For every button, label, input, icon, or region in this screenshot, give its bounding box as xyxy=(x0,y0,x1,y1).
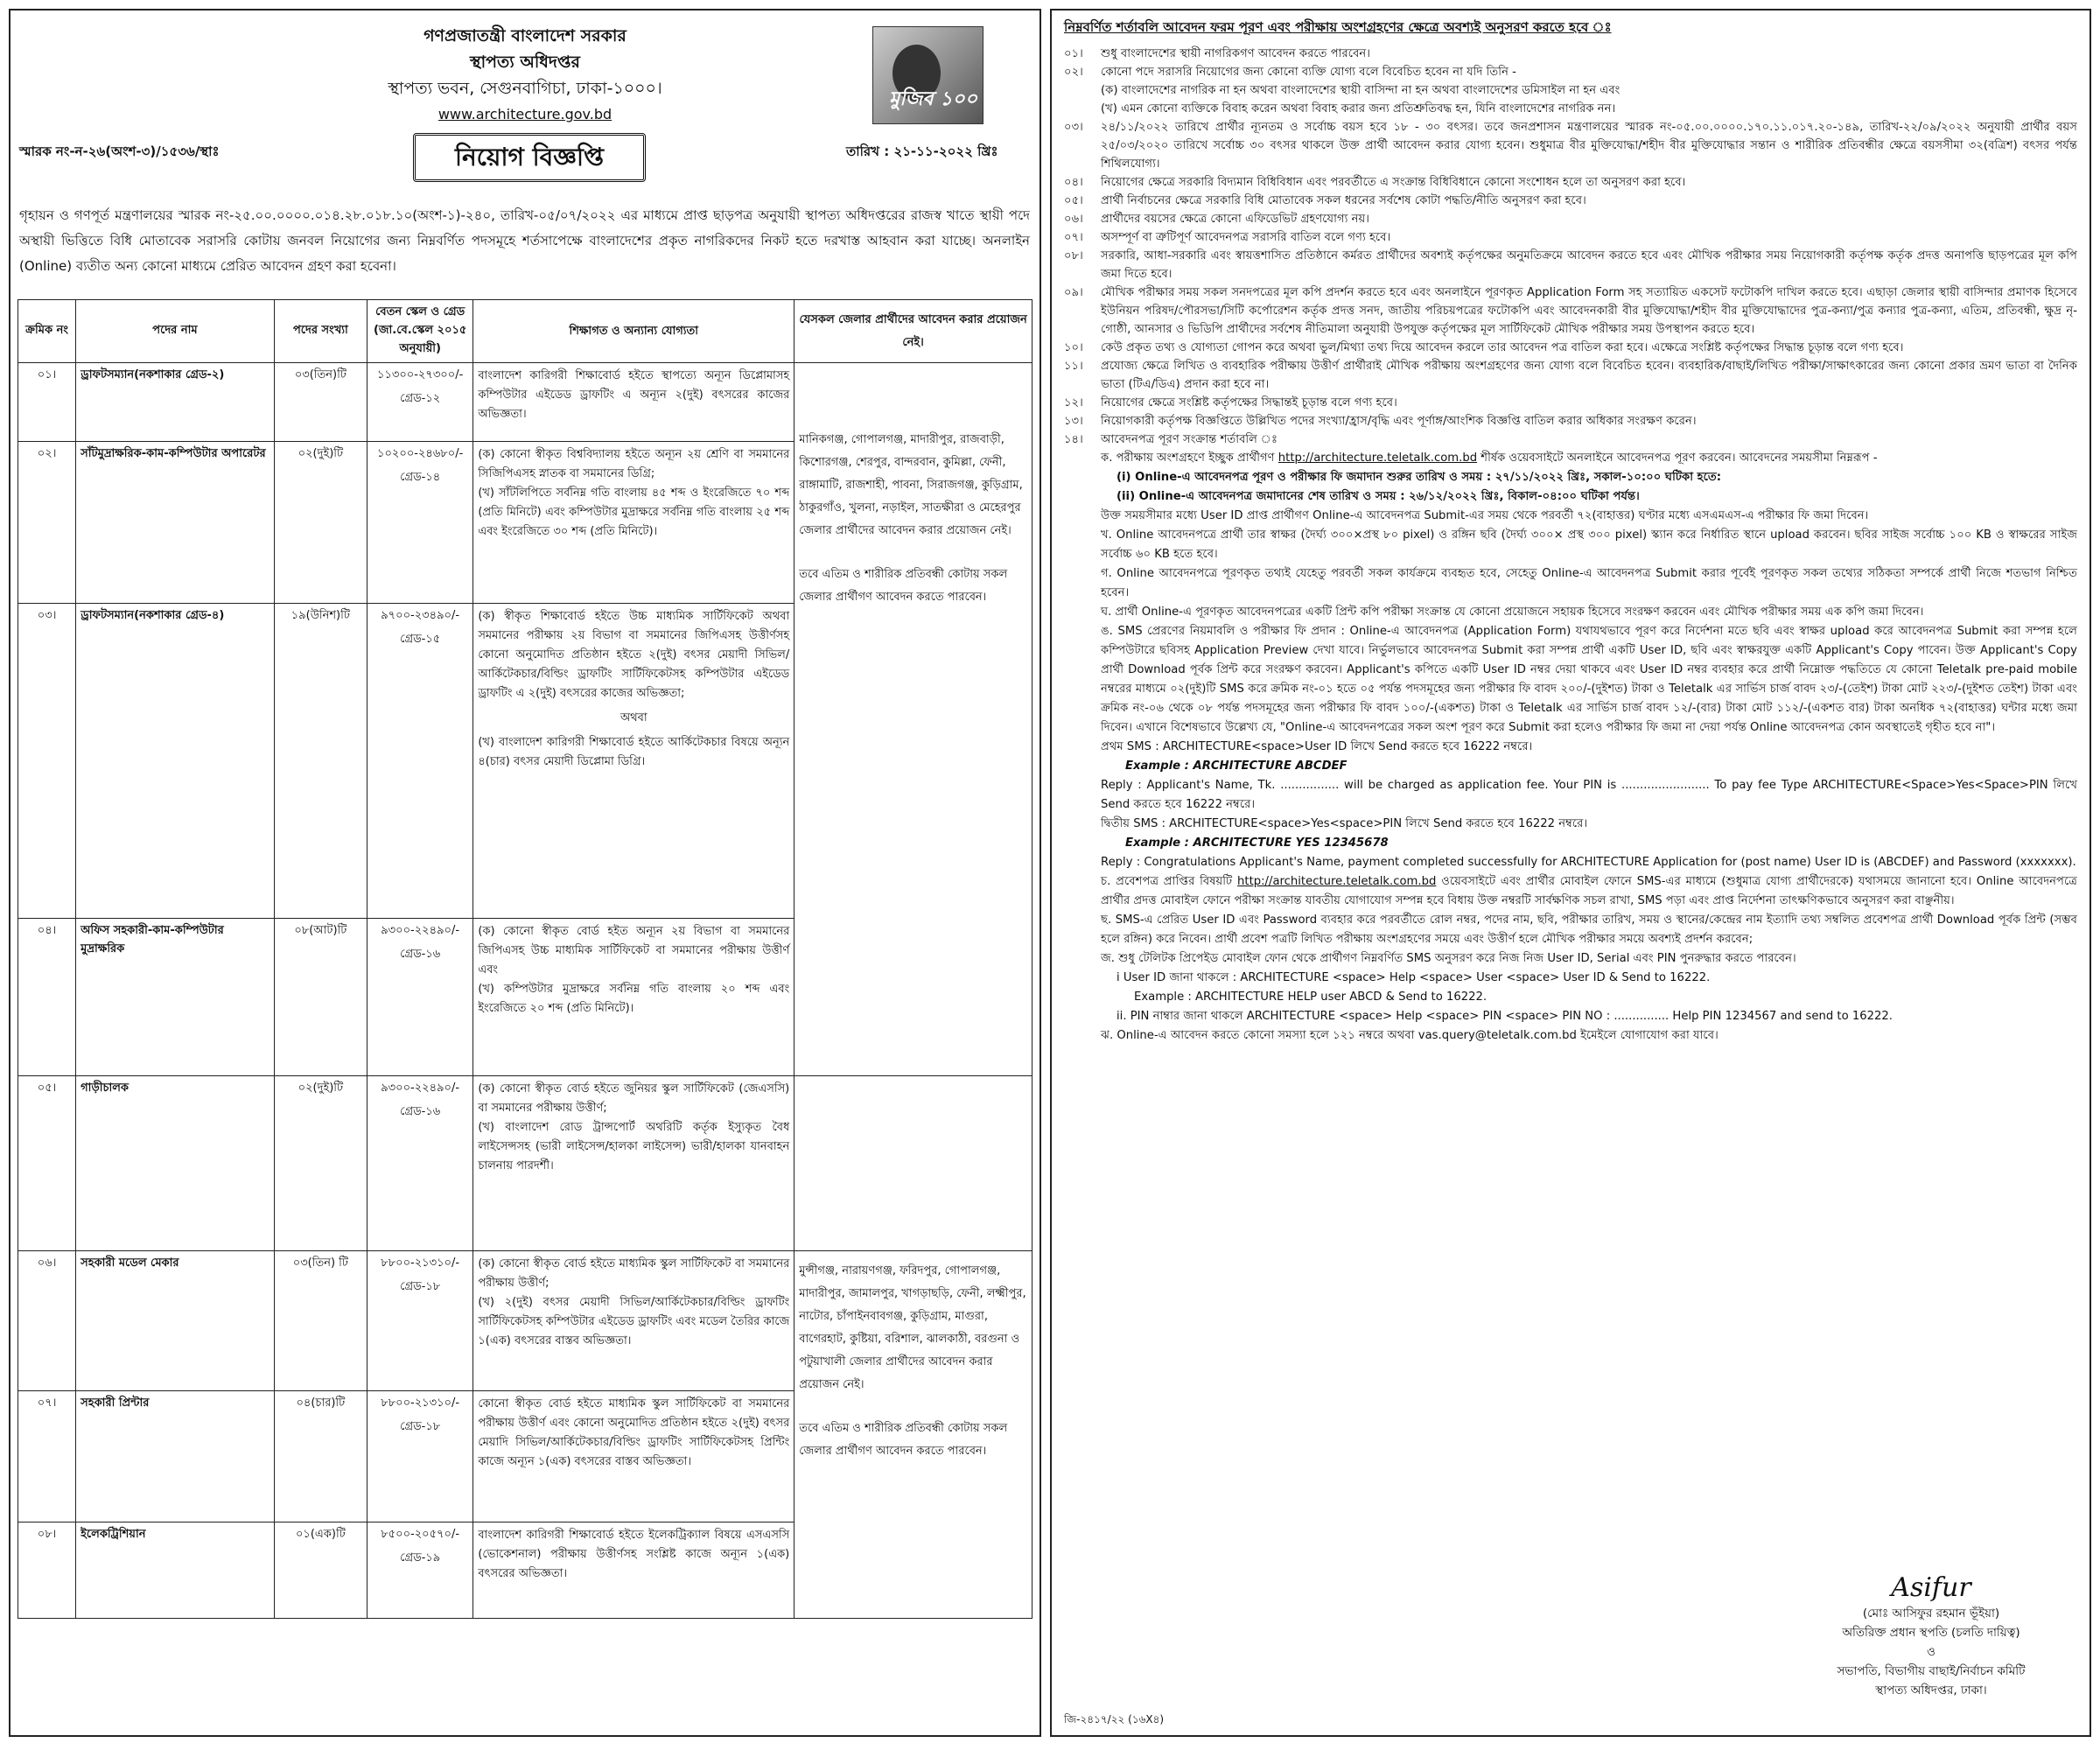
qualification-a: (ক) স্বীকৃত শিক্ষাবোর্ড হইতে উচ্চ মাধ্যমিক সার্টিফিকেট অথবা সমমানের পরীক্ষায় ২য় বিভাগ বা সমমানের জিপিএসহ উত্তীর্ণসহ কোনো অনুমোদিত প্রতিষ্ঠান হইতে ২(দুই) বৎসর মেয়াদী সিভিল/আর্কিটেকচার/বিল্ডিং ড্রাফটিং সার্টিফিকেটসহ কম্পিউটার এইডেড ড্রাফটিং এ ২(দুই) বৎসরের কাজের অভিজ্ঞতা; xyxy=(478,610,790,700)
pay-scale: ৯৩০০-২২৪৯০/- xyxy=(381,1082,460,1095)
row-post-name: ইলেকট্রিশিয়ান xyxy=(76,1522,275,1619)
list-item xyxy=(1064,394,2077,412)
row-qualification xyxy=(473,363,794,442)
qualification-b: (খ) সাঁটলিপিতে সর্বনিম্ন গতি বাংলায় ৪৫ শব্দ ও ইংরেজিতে ৭০ শব্দ (প্রতি মিনিটে) এবং কম্পিউটার মুদ্রাক্ষরে সর্বনিম্ন গতি বাংলায় ২৫ শব্দ এবং ইংরেজিতে ৩০ শব্দ (প্রতি মিনিটে)। xyxy=(478,486,790,538)
item-text: নিয়োগকারী কর্তৃপক্ষ বিজ্ঞপ্তিতে উল্লিখিত পদের সংখ্যা/হ্রাস/বৃদ্ধি এবং পূর্ণাঙ্গ/আংশিক বিজ্ঞপ্তি বাতিল করার অধিকার সংরক্ষণ করেন। xyxy=(1101,415,1697,428)
pay-scale: ৮৫০০-২০৫৭০/- xyxy=(381,1528,460,1541)
item-text: অসম্পূর্ণ বা ত্রুটিপূর্ণ আবেদনপত্র সরাসরি বাতিল বলে গণ্য হবে। xyxy=(1101,231,1391,244)
row-post-name: গাড়ীচালক xyxy=(76,1076,275,1251)
list-item xyxy=(1064,63,2077,81)
col-header-serial: ক্রমিক নং xyxy=(18,300,76,363)
list-item xyxy=(1064,228,2077,247)
item-number xyxy=(1064,81,1101,100)
row-serial: ০১। xyxy=(18,363,76,442)
list-item xyxy=(1064,45,2077,63)
row-pay xyxy=(368,1391,473,1522)
row-pay xyxy=(368,442,473,604)
qualification-b: (খ) বাংলাদেশ রোড ট্রান্সপোর্ট অথরিটি কর্তৃক ইস্যুকৃত বৈধ লাইসেন্সসহ (ভারী লাইসেন্স/হালকা লাইসেন্স) ভারী/হালকা যানবাহন চালনায় পারদর্শী। xyxy=(478,1121,790,1172)
row-count: ০৩(তিন) টি xyxy=(274,1251,367,1391)
item-number xyxy=(1064,100,1101,118)
qualification-a: (ক) কোনো স্বীকৃত বোর্ড হইতে জুনিয়র স্কুল সার্টিফিকেট (জেএসসি) বা সমমানের পরীক্ষায় উত্তীর্ণ; xyxy=(478,1082,790,1115)
sms-first: প্রথম SMS : ARCHITECTURE<space>User ID লিখে Send করতে হবে 16222 নম্বরে। xyxy=(1101,740,1533,753)
qualification-b: (খ) ২(দুই) বৎসর মেয়াদী সিভিল/আর্কিটেকচার/বিল্ডিং ড্রাফটিং সার্টিফিকেটসহ কম্পিউটার এইডেড ড্রাফটিং এবং মডেল তৈরির কাজে ১(এক) বৎসরের বাস্তব অভিজ্ঞতা। xyxy=(478,1296,790,1348)
department-name: স্থাপত্য অধিদপ্তর xyxy=(470,52,580,72)
signature-block xyxy=(1787,1572,2076,1700)
conditions-heading: নিম্নবর্ণিত শর্তাবলি আবেদন ফরম পূরণ এবং পরীক্ষায় অংশগ্রহণের ক্ষেত্রে অবশ্যই অনুসরণ করতে হবে ঃ xyxy=(1064,19,1612,35)
office-address: স্থাপত্য ভবন, সেগুনবাগিচা, ঢাকা-১০০০। xyxy=(388,79,662,98)
list-item xyxy=(1064,430,2077,449)
item-text: নিয়োগের ক্ষেত্রে সরকারি বিদ্যমান বিধিবিধান এবং পরবর্তীতে এ সংক্রান্ত বিধিবিধানে কোনো সংশোধন হলে তা অনুসরণ করা হবে। xyxy=(1101,176,1686,189)
item-number: ০৩। xyxy=(1064,121,1083,134)
table-row xyxy=(18,1251,1032,1391)
conditions-list xyxy=(1064,45,2077,449)
recover-user-id-example: Example : ARCHITECTURE HELP user ABCD & Send to 16222. xyxy=(1134,990,1488,1004)
intro-paragraph: গৃহায়ন ও গণপূর্ত মন্ত্রণালয়ের স্মারক নং-২৫.০০.০০০০.০১৪.২৮.০১৮.১০(অংশ-১)-২৪০, তারিখ-০৫/০৭/২০২২ এর মাধ্যমে প্রাপ্ত ছাড়পত্র অনুযায়ী স্থাপত্য অধিদপ্তরের রাজস্ব খাতে স্থায়ী পদে অস্থায়ী ভিত্তিতে বিধি মোতাবেক সরাসরি কোটায় জনবল নিয়োগের জন্য নিম্নবর্ণিত পদসমূহে শর্তসাপেক্ষে বাংলাদেশের প্রকৃত নাগরিকদের নিকট হতে দরখাস্ত আহবান করা যাচ্ছে। অনলাইন (Online) ব্যতীত অন্য কোনো মাধ্যমে প্রেরিত আবেদন গ্রহণ করা হবেনা। xyxy=(19,207,1030,274)
qualification-or: অথবা xyxy=(620,711,648,724)
list-item xyxy=(1064,81,2077,100)
pay-grade: গ্রেড-১৫ xyxy=(400,633,441,646)
sms-first-example: Example : ARCHITECTURE ABCDEF xyxy=(1125,760,1348,773)
districts-cell-group1 xyxy=(794,363,1032,1076)
row-pay xyxy=(368,363,473,442)
row-post-name: ড্রাফটসম্যান(নকশাকার গ্রেড-৪) xyxy=(76,604,275,919)
qualification-a: (ক) কোনো স্বীকৃত বোর্ড হইত অন্যূন ২য় বিভাগ বা সমমানের জিপিএসহ উচ্চ মাধ্যমিক সার্টিফিকেট বা সমমানের পরীক্ষায় উত্তীর্ণ এবং xyxy=(478,925,790,976)
sms-second-reply: Reply : Congratulations Applicant's Name, payment completed successfully for ARCHITECTURE Application for (post name) User ID is (ABCDEF) and Password (xxxxxxx). xyxy=(1101,856,2076,869)
pay-grade: গ্রেড-১৬ xyxy=(400,948,441,961)
row-serial: ০৩। xyxy=(18,604,76,919)
recover-user-id: i User ID জানা থাকলে : ARCHITECTURE <space> Help <space> User <space> User ID & Send to 16222. xyxy=(1116,971,1711,984)
application-end: (ii) Online-এ আবেদনপত্র জমাদানের শেষ তারিখ ও সময় : ২৬/১২/২০২২ খ্রিঃ, বিকাল-০৪:০০ ঘটিকা পর্যন্ত। xyxy=(1116,490,1640,503)
item-text: মৌখিক পরীক্ষার সময় সকল সনদপত্রের মূল কপি প্রদর্শন করতে হবে এবং অনলাইনে পূরণকৃত Application Form সহ সত্যায়িত একসেট ফটোকপি দাখিল করতে হবে। এছাড়া জেলার স্থায়ী বাসিন্দার প্রমাণক হিসেবে ইউনিয়ন পরিষদ/পৌরসভা/সিটি কর্পোরেশন কর্তৃক প্রদত্ত সনদ, জাতীয় পরিচয়পত্রের ফটোকপি এবং আবেদনকারী বীর মুক্তিযোদ্ধা/শহীদ বীর মুক্তিযোদ্ধাদের পুত্র-কন্যা/পুত্র কন্যার পুত্র-কন্যা, এতিম, প্রতিবন্ধী, ক্ষুদ্র নৃ-গোষ্ঠী, আনসার ও ভিডিপি প্রার্থীদের সর্বশেষ নীতিমালা অনুযায়ী উপযুক্ত কর্তৃপক্ষের মূল সার্টিফিকেট মৌখিক পরীক্ষার সময় উপস্থাপন করতে হবে। xyxy=(1101,286,2077,336)
row-pay xyxy=(368,1251,473,1391)
instruction-cha xyxy=(1064,872,2077,911)
cha-text-2: ওয়েবসাইটে এবং প্রার্থীর মোবাইল ফোনে SMS-এর মাধ্যমে (শুধুমাত্র যোগ্য প্রার্থীদেরকে) যথাসময়ে জানানো হবে। Online আবেদনপত্রে প্রার্থীর প্রদত্ত মোবাইল ফোনে পরীক্ষা সংক্রান্ত যাবতীয় যোগাযোগ সম্পন্ন হবে বিধায় উক্ত নম্বরটি সার্বক্ষণিক সচল রাখা, SMS পড়া এবং প্রাপ্ত নির্দেশনা তাৎক্ষণিকভাবে অনুসরণ করা বাঞ্ছনীয়। xyxy=(1101,875,2077,907)
list-item xyxy=(1064,118,2077,173)
cha-text: চ. প্রবেশপত্র প্রাপ্তির বিষয়টি xyxy=(1101,875,1233,888)
sms-second: দ্বিতীয় SMS : ARCHITECTURE<space>Yes<space>PIN লিখে Send করতে হবে 16222 নম্বরে। xyxy=(1101,817,1588,830)
jobs-table xyxy=(18,299,1032,1619)
row-qualification xyxy=(473,919,794,1076)
pay-grade: গ্রেড-১২ xyxy=(400,392,441,405)
row-post-name: সহকারী মডেল মেকার xyxy=(76,1251,275,1391)
item-number: ০২। xyxy=(1064,66,1083,79)
right-column xyxy=(1050,9,2091,1737)
website-link[interactable]: www.architecture.gov.bd xyxy=(438,106,612,122)
pay-grade: গ্রেড-১৮ xyxy=(400,1420,441,1433)
online-instruction-a xyxy=(1064,449,2077,468)
list-item xyxy=(1064,357,2077,394)
online-a-text-2: শীর্ষক ওয়েবসাইটে অনলাইনে আবেদনপত্র পূরণ করবেন। আবেদনের সময়সীমা নিম্নরূপ - xyxy=(1480,452,1878,465)
list-item xyxy=(1064,192,2077,210)
row-pay xyxy=(368,604,473,919)
item-number: ০৭। xyxy=(1064,231,1083,244)
col-header-districts: যেসকল জেলার প্রার্থীদের আবেদন করার প্রয়োজন নেই। xyxy=(794,300,1032,363)
item-text: শুধু বাংলাদেশের স্থায়ী নাগরিকগণ আবেদন করতে পারবেন। xyxy=(1101,47,1371,60)
pay-scale: ১০২০০-২৪৬৮০/- xyxy=(377,447,464,460)
qualification-text: বাংলাদেশ কারিগরী শিক্ষাবোর্ড হইতে স্থাপত্যে অন্যূন ডিপ্লোমাসহ কম্পিউটার এইডেড ড্রাফটিং এ অন্যূন ২(দুই) বৎসরের কাজের অভিজ্ঞতা। xyxy=(478,369,790,421)
item-number: ০৮। xyxy=(1064,249,1083,262)
online-a-text: ক. পরীক্ষায় অংশগ্রহণে ইচ্ছুক প্রার্থীগণ xyxy=(1101,452,1275,465)
row-count: ০২(দুই)টি xyxy=(274,1076,367,1251)
row-serial: ০২। xyxy=(18,442,76,604)
col-header-pay: বেতন স্কেল ও গ্রেড (জা.বে.স্কেল ২০১৫ অনুযায়ী) xyxy=(368,300,473,363)
instruction-ga: গ. Online আবেদনপত্রে পূরণকৃত তথ্যই যেহেতু পরবর্তী সকল কার্যক্রমে ব্যবহৃত হবে, সেহেতু Online-এ আবেদনপত্র Submit করার পূর্বেই পূরণকৃত সকল তথ্যের সঠিকতা সম্পর্কে প্রার্থী নিজে শতভাগ নিশ্চিত হবেন। xyxy=(1101,567,2077,599)
row-pay xyxy=(368,1522,473,1619)
list-item xyxy=(1064,284,2077,339)
pay-grade: গ্রেড-১৬ xyxy=(400,1105,441,1118)
pay-scale: ১১৩০০-২৭৩০০/- xyxy=(377,368,464,382)
pay-grade: গ্রেড-১৯ xyxy=(400,1551,441,1564)
item-number: ০৫। xyxy=(1064,194,1083,207)
col-header-post: পদের নাম xyxy=(76,300,275,363)
row-post-name: ড্রাফটসম্যান(নকশাকার গ্রেড-২) xyxy=(76,363,275,442)
row-count: ০১(এক)টি xyxy=(274,1522,367,1619)
pay-scale: ৮৮০০-২১৩১০/- xyxy=(381,1256,460,1270)
signatory-committee: সভাপতি, বিভাগীয় বাছাই/নির্বাচন কমিটি xyxy=(1837,1664,2026,1678)
row-serial: ০৪। xyxy=(18,919,76,1076)
notice-header xyxy=(10,10,1040,199)
item-text: প্রযোজ্য ক্ষেত্রে লিখিত ও ব্যবহারিক পরীক্ষায় উত্তীর্ণ প্রার্থীরাই মৌখিক পরীক্ষায় অংশগ্রহণের জন্য যোগ্য বলে বিবেচিত হবেন। ব্যবহারিক/বাছাই/লিখিত পরীক্ষা/সাক্ষাৎকারের জন্য কোনো প্রকার ভ্রমণ ভাতা বা দৈনিক ভাতা (টিএ/ডিএ) প্রদান করা হবে না। xyxy=(1101,360,2077,391)
row-count: ০৪(চার)টি xyxy=(274,1391,367,1522)
qualification-text: কোনো স্বীকৃত বোর্ড হইতে মাধ্যমিক স্কুল সার্টিফিকেট বা সমমানের পরীক্ষায় উত্তীর্ণ এবং কোনো অনুমোদিত প্রতিষ্ঠান হইতে ২(দুই) বৎসর মেয়াদি সিভিল/আর্কিটেকচার/বিল্ডিং ড্রাফটিং সার্টিফিকেটসহ প্রিন্টিং কাজে অন্যূন ১(এক) বৎসরের বাস্তব অভিজ্ঞতা। xyxy=(478,1397,790,1468)
instruction-chha: ছ. SMS-এ প্রেরিত User ID এবং Password ব্যবহার করে পরবর্তীতে রোল নম্বর, পদের নাম, ছবি, পরীক্ষার তারিখ, সময় ও স্থানের/কেন্দ্রের নাম ইত্যাদি তথ্য সম্বলিত প্রবেশপত্র প্রার্থী Download পূর্বক প্রিন্ট (সম্ভব হলে রঙ্গিন) করে নিবেন। প্রার্থী প্রবেশ পত্রটি লিখিত পরীক্ষায় অংশগ্রহণের সময়ে এবং উত্তীর্ণ হলে মৌখিক পরীক্ষার সময়ে অবশ্যই প্রদর্শন করবেন; xyxy=(1101,914,2077,946)
teletalk-link[interactable]: http://architecture.teletalk.com.bd xyxy=(1278,452,1478,465)
item-text: প্রার্থী নির্বাচনের ক্ষেত্রে সরকারি বিধি মোতাবেক সকল ধরনের সর্বশেষ কোটা পদ্ধতি/নীতি অনুসরণ করা হবে। xyxy=(1101,194,1586,207)
instruction-gha: ঘ. প্রার্থী Online-এ পূরণকৃত আবেদনপত্রের একটি প্রিন্ট কপি পরীক্ষা সংক্রান্ত যে কোনো প্রয়োজনে সহায়ক হিসেবে সংরক্ষণ করবেন এবং মৌখিক পরীক্ষার সময় এক কপি জমা দিবেন। xyxy=(1101,606,1924,619)
pay-scale: ৯৭০০-২৩৪৯০/- xyxy=(381,609,460,622)
table-row xyxy=(18,363,1032,442)
item-number: ০১। xyxy=(1064,47,1083,60)
row-serial: ০৬। xyxy=(18,1251,76,1391)
row-post-name: সহকারী প্রিন্টার xyxy=(76,1391,275,1522)
sms-second-example: Example : ARCHITECTURE YES 12345678 xyxy=(1125,836,1389,850)
row-qualification xyxy=(473,1076,794,1251)
row-post-name: অফিস সহকারী-কাম-কম্পিউটার মুদ্রাক্ষরিক xyxy=(76,919,275,1076)
row-qualification xyxy=(473,1251,794,1391)
item-text: কোনো পদে সরাসরি নিয়োগের জন্য কোনো ব্যক্তি যোগ্য বলে বিবেচিত হবেন না যদি তিনি - xyxy=(1101,66,1516,79)
pay-scale: ৮৮০০-২১৩১০/- xyxy=(381,1396,460,1410)
row-count: ০৮(আট)টি xyxy=(274,919,367,1076)
list-item xyxy=(1064,412,2077,430)
signatory-name: (মোঃ আসিফুর রহমান ভূঁইয়া) xyxy=(1862,1606,2000,1620)
qualification-text: বাংলাদেশ কারিগরী শিক্ষাবোর্ড হইতে ইলেকট্রিক্যাল বিষয়ে এসএসসি (ভোকেশনাল) পরীক্ষায় উত্তীর্ণসহ সংশ্লিষ্ট কাজে অন্যূন ১(এক) বৎসরের অভিজ্ঞতা। xyxy=(478,1529,790,1580)
districts-cell-group2 xyxy=(794,1251,1032,1619)
col-header-qualification: শিক্ষাগত ও অন্যান্য যোগ্যতা xyxy=(473,300,794,363)
row-count: ০৩(তিন)টি xyxy=(274,363,367,442)
memo-number: স্মারক নং-ন-২৬(অংশ-৩)/১৫৩৬/স্থাঃ xyxy=(19,144,220,159)
item-number: ০৪। xyxy=(1064,176,1083,189)
districts-note-group2: তবে এতিম ও শারীরিক প্রতিবন্ধী কোটায় সকল জেলার প্রার্থীগণ আবেদন করতে পারবেন। xyxy=(799,1422,1008,1458)
list-item xyxy=(1064,210,2077,228)
row-serial: ০৮। xyxy=(18,1522,76,1619)
list-item xyxy=(1064,173,2077,192)
item-number: ০৯। xyxy=(1064,286,1083,299)
item-number: ১২। xyxy=(1064,396,1083,410)
item-number: ০৬। xyxy=(1064,213,1083,226)
row-count: ০২(দুই)টি xyxy=(274,442,367,604)
instruction-uma: ঙ. SMS প্রেরণের নিয়মাবলি ও পরীক্ষার ফি প্রদান : Online-এ আবেদনপত্র (Application Form) যথাযথভাবে পূরণ করে নির্দেশনা মতে ছবি এবং স্বাক্ষর upload করে আবেদনপত্র Submit করা সম্পন্ন হলে কম্পিউটারে ছবিসহ Application Preview দেখা যাবে। নির্ভুলভাবে আবেদনপত্র Submit করা সম্পন্ন প্রার্থী একটি User ID, ছবি এবং স্বাক্ষরযুক্ত একটি Applicant's Copy পাবেন। উক্ত Applicant's Copy প্রার্থী Download পূর্বক প্রিন্ট করে সংরক্ষণ করবেন। Applicant's কপিতে একটি User ID নম্বর দেয়া থাকবে এবং User ID নম্বর ব্যবহার করে প্রার্থী নিম্নোক্ত পদ্ধতিতে যে কোনো Teletalk pre-paid mobile নম্বরের মাধ্যমে ০২(দুই)টি SMS করে ক্রমিক নং-০১ হতে ০৫ পর্যন্ত পদসমূহের জন্য পরীক্ষার ফি বাবদ ২০০/-(দুইশত) টাকা ও Teletalk এর সার্ভিস চার্জ বাবদ ২৩/-(তেইশ) টাকা মোট ২২৩/-(দুইশত তেইশ) টাকা এবং ক্রমিক নং-০৬ থেকে ০৮ পর্যন্ত পদসমূহের জন্য পরীক্ষার ফি বাবদ ১০০/-(একশত) টাকা ও Teletalk এর সার্ভিস চার্জ বাবদ ১২/-(বার) টাকা মোট ১১২/-(একশত বার) টাকা অনধিক ৭২(বাহাত্তর) ঘন্টার মধ্যে জমা দিবেন। এখানে বিশেষভাবে উল্লেখ্য যে, "Online-এ আবেদনপত্রের সকল অংশ পূরণ করে Submit করা হলেও পরীক্ষার ফি জমা না দেয়া পর্যন্ত Online আবেদনপত্র কোন অবস্থাতেই গৃহীত হবে না"। xyxy=(1101,625,2077,734)
qualification-b: (খ) বাংলাদেশ কারিগরী শিক্ষাবোর্ড হইতে আর্কিটেকচার বিষয়ে অন্যূন ৪(চার) বৎসর মেয়াদী ডিপ্লোমা ডিগ্রি। xyxy=(478,736,790,768)
teletalk-link-2[interactable]: http://architecture.teletalk.com.bd xyxy=(1237,875,1437,888)
signatory-office: স্থাপত্য অধিদপ্তর, ঢাকা। xyxy=(1875,1684,1987,1698)
footer-code: জি-২৪১৭/২২ (১৬X৪) xyxy=(1064,1713,1165,1726)
qualification-b: (খ) কম্পিউটার মুদ্রাক্ষরে সর্বনিম্ন গতি বাংলায় ২০ শব্দ এবং ইংরেজিতে ২০ শব্দ (প্রতি মিনিটে)। xyxy=(478,983,790,1015)
row-qualification xyxy=(473,604,794,919)
districts-list-group2: মুন্সীগঞ্জ, নারায়ণগঞ্জ, ফরিদপুর, গোপালগঞ্জ, মাদারীপুর, জামালপুর, খাগড়াছড়ি, ফেনী, লক্ষ্মীপুর, নাটোর, চাঁপাইনবাবগঞ্জ, কুড়িগ্রাম, মাগুরা, বাগেরহাট, কুষ্টিয়া, বরিশাল, ঝালকাঠী, বরগুনা ও পটুয়াখালী জেলার প্রার্থীদের আবেদন করার প্রয়োজন নেই। xyxy=(799,1264,1026,1391)
pay-scale: ৯৩০০-২২৪৯০/- xyxy=(381,924,460,937)
item-text: সরকারি, আধা-সরকারি এবং স্বায়ত্তশাসিত প্রতিষ্ঠানে কর্মরত প্রার্থীদের অবশ্যই কর্তৃপক্ষের অনুমতিক্রমে আবেদন করতে হবে এবং মৌখিক পরীক্ষার সময় নিয়োগকারী কর্তৃপক্ষ কর্তৃক প্রদত্ত অনাপত্তি ছাড়পত্রের মূল কপি জমা দিতে হবে। xyxy=(1101,249,2077,281)
item-number: ১৩। xyxy=(1064,415,1083,428)
fee-note: উক্ত সময়সীমার মধ্যে User ID প্রাপ্ত প্রার্থীগণ Online-এ আবেদনপত্র Submit-এর সময় থেকে পরবর্তী ৭২(বাহাত্তর) ঘণ্টার মধ্যে এসএমএস-এ পরীক্ষার ফি জমা দিবেন। xyxy=(1101,509,1869,522)
row-count: ১৯(উনিশ)টি xyxy=(274,604,367,919)
qualification-a: (ক) কোনো স্বীকৃত বোর্ড হইতে মাধ্যমিক স্কুল সার্টিফিকেট বা সমমানের পরীক্ষায় উত্তীর্ণ; xyxy=(478,1257,790,1290)
item-text: আবেদনপত্র পূরণ সংক্রান্ত শর্তাবলি ঃ xyxy=(1101,433,1278,446)
list-item xyxy=(1064,339,2077,357)
instruction-ja: জ. শুধু টেলিটক প্রিপেইড মোবাইল ফোন থেকে প্রার্থীগণ নিম্নবর্ণিত SMS অনুসরণ করে নিজ নিজ User ID, Serial এবং PIN পুনরুদ্ধার করতে পারবেন। xyxy=(1101,952,1796,965)
districts-cell-empty xyxy=(794,1076,1032,1251)
row-pay xyxy=(368,1076,473,1251)
item-text: ২৪/১১/২০২২ তারিখে প্রার্থীর ন্যূনতম ও সর্বোচ্চ বয়স হবে ১৮ - ৩০ বৎসর। তবে জনপ্রশাসন মন্ত্রণালয়ের স্মারক নং-০৫.০০.০০০০.১৭০.১১.০১৭.২০-১৪৯, তারিখ-২২/০৯/২০২২ অনুযায়ী প্রার্থীর বয়স ২৫/০৩/২০২০ তারিখে সর্বোচ্চ ৩০ বৎসর থাকলে উক্ত প্রার্থী আবেদন করার যোগ্য হবেন। শুধুমাত্র বীর মুক্তিযোদ্ধা/শহীদ বীর মুক্তিযোদ্ধার সন্তান ও শারীরিক প্রতিবন্ধীর ক্ষেত্রে বয়সসীমা ৩২(বত্রিশ) বৎসর পর্যন্ত শিথিলযোগ্য। xyxy=(1101,121,2077,171)
pay-grade: গ্রেড-১৮ xyxy=(400,1280,441,1293)
mujib-100-logo xyxy=(872,26,984,124)
table-header-row xyxy=(18,300,1032,363)
item-text: কেউ প্রকৃত তথ্য ও যোগ্যতা গোপন করে অথবা ভুল/মিথ্যা তথ্য দিয়ে আবেদন করলে তার আবেদন পত্র বাতিল করা হবে। এক্ষেত্রে সংশ্লিষ্ট কর্তৃপক্ষের সিদ্ধান্ত চূড়ান্ত বলে গণ্য হবে। xyxy=(1101,341,1904,354)
application-start: (i) Online-এ আবেদনপত্র পূরণ ও পরীক্ষার ফি জমাদান শুরুর তারিখ ও সময় : ২৭/১১/২০২২ খ্রিঃ, সকাল-১০:০০ ঘটিকা হতে: xyxy=(1116,471,1722,484)
signature-scribble: Asifur xyxy=(1891,1572,1971,1603)
qualification-a: (ক) কোনো স্বীকৃত বিশ্ববিদ্যালয় হইতে অন্যূন ২য় শ্রেণি বা সমমানের সিজিপিএসহ স্নাতক বা সমমানের ডিগ্রি; xyxy=(478,448,790,480)
sms-first-reply: Reply : Applicant's Name, Tk. ................ will be charged as application fee. Your PIN is ........................ To pay fee Type ARCHITECTURE<Space>Yes<Space>PIN লিখে Send করতে হবে 16222 নম্বরে। xyxy=(1101,779,2077,811)
row-pay xyxy=(368,919,473,1076)
list-item xyxy=(1064,247,2077,284)
recover-pin: ii. PIN নাম্বার জানা থাকলে ARCHITECTURE <space> Help <space> PIN <space> PIN NO : ............... Help PIN 1234567 and send to 16222. xyxy=(1116,1010,1893,1023)
item-text: (খ) এমন কোনো ব্যক্তিকে বিবাহ করেন অথবা বিবাহ করার জন্য প্রতিশ্রুতিবদ্ধ হন, যিনি বাংলাদেশের নাগরিক নন। xyxy=(1101,102,1616,116)
signatory-and: ও xyxy=(1927,1645,1936,1659)
item-number: ১৪। xyxy=(1064,433,1083,446)
col-header-count: পদের সংখ্যা xyxy=(274,300,367,363)
pay-grade: গ্রেড-১৪ xyxy=(400,471,441,484)
notice-date: তারিখ : ২১-১১-২০২২ খ্রিঃ xyxy=(846,144,998,159)
row-qualification xyxy=(473,1522,794,1619)
instruction-jha: ঝ. Online-এ আবেদন করতে কোনো সমস্যা হলে ১২১ নম্বরে অথবা vas.query@teletalk.com.bd ইমেইলে যোগাযোগ করা যাবে। xyxy=(1101,1029,1718,1042)
list-item xyxy=(1064,100,2077,118)
government-name: গণপ্রজাতন্ত্রী বাংলাদেশ সরকার xyxy=(424,26,626,46)
signatory-title: অতিরিক্ত প্রধান স্থপতি (চলতি দায়িত্ব) xyxy=(1842,1626,2020,1640)
row-serial: ০৭। xyxy=(18,1391,76,1522)
table-row xyxy=(18,1076,1032,1251)
row-post-name: সাঁটমুদ্রাক্ষরিক-কাম-কম্পিউটার অপারেটর xyxy=(76,442,275,604)
logo-text: মুজিব ১০০ xyxy=(889,88,977,110)
row-qualification xyxy=(473,1391,794,1522)
item-text: প্রার্থীদের বয়সের ক্ষেত্রে কোনো এফিডেভিট গ্রহণযোগ্য নয়। xyxy=(1101,213,1369,226)
notice-title: নিয়োগ বিজ্ঞপ্তি xyxy=(413,133,646,182)
districts-list-group1: মানিকগঞ্জ, গোপালগঞ্জ, মাদারীপুর, রাজবাড়ী, কিশোরগঞ্জ, শেরপুর, বান্দরবান, কুমিল্লা, ফেনী, রাঙ্গামাটি, রাজশাহী, পাবনা, সিরাজগঞ্জ, কুড়িগ্রাম, ঠাকুরগাঁও, খুলনা, নড়াইল, সাতক্ষীরা ও মেহেরপুর জেলার প্রার্থীদের আবেদন করার প্রয়োজন নেই। xyxy=(799,433,1023,537)
districts-note-group1: তবে এতিম ও শারীরিক প্রতিবন্ধী কোটায় সকল জেলার প্রার্থীগণ আবেদন করতে পারবেন। xyxy=(799,568,1008,604)
item-number: ১১। xyxy=(1064,360,1083,373)
left-column xyxy=(9,9,1041,1737)
row-serial: ০৫। xyxy=(18,1076,76,1251)
row-qualification xyxy=(473,442,794,604)
item-number: ১০। xyxy=(1064,341,1083,354)
instruction-kha: খ. Online আবেদনপত্রে প্রার্থী তার স্বাক্ষর (দৈর্ঘ্য ৩০০×প্রস্থ ৮০ pixel) ও রঙ্গিন ছবি (দৈর্ঘ্য ৩০০× প্রস্থ ৩০০ pixel) স্ক্যান করে নির্ধারিত স্থানে upload করবেন। ছবির সাইজ সর্বোচ্চ ১০০ KB ও স্বাক্ষরের সাইজ সর্বোচ্চ ৬০ KB হতে হবে। xyxy=(1101,528,2077,561)
item-text: নিয়োগের ক্ষেত্রে সংশ্লিষ্ট কর্তৃপক্ষের সিদ্ধান্তই চূড়ান্ত বলে গণ্য হবে। xyxy=(1101,396,1397,410)
item-text: (ক) বাংলাদেশের নাগরিক না হন অথবা বাংলাদেশের স্থায়ী বাসিন্দা না হন অথবা বাংলাদেশের ডমিসাইল না হন এবং xyxy=(1101,84,1620,97)
